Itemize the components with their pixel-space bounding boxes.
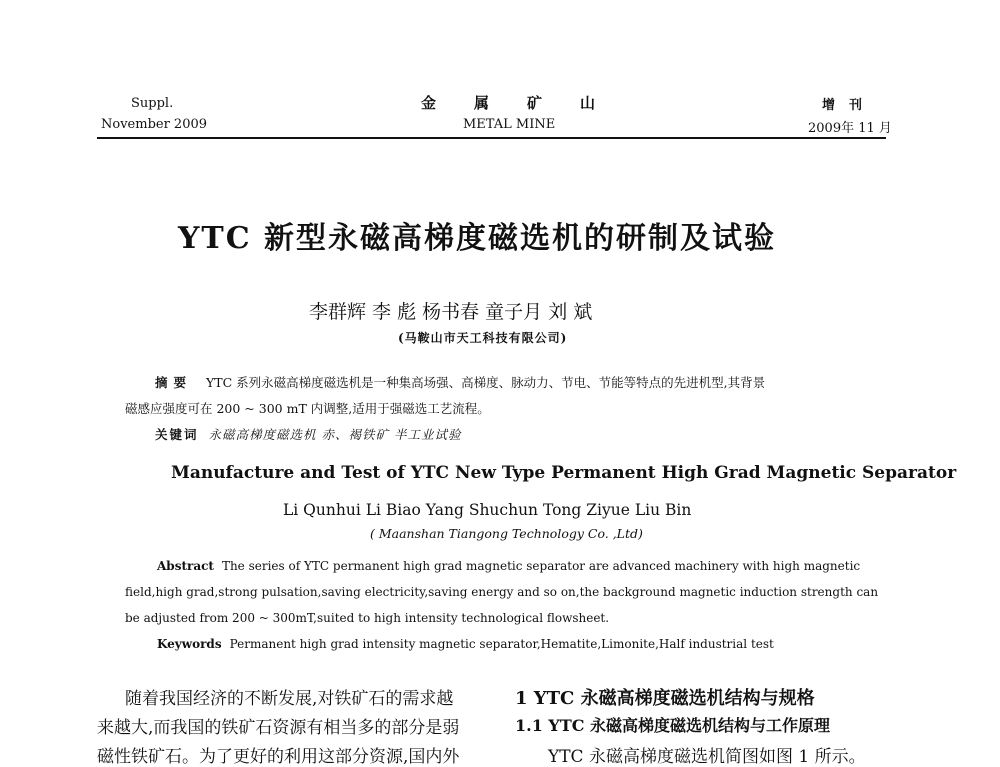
section-body-line: YTC 永磁高梯度磁选机简图如图 1 所示。 [548, 747, 866, 767]
abstract-en [157, 559, 860, 573]
affiliation-en: ( Maanshan Tiangong Technology Co. ,Ltd) [370, 526, 643, 541]
keywords-en-text: Permanent high grad intensity magnetic separator,Hematite,Limonite,Half industrial test [229, 637, 774, 651]
abstract-cn-line: 磁感应强度可在 200 ~ 300 mT 内调整,适用于强磁选工艺流程。 [125, 401, 490, 416]
body-paragraph-line: 随着我国经济的不断发展,对铁矿石的需求越 [125, 689, 454, 709]
affiliation-cn: (马鞍山市天工科技有限公司) [398, 331, 568, 345]
authors-en: Li Qunhui Li Biao Yang Shuchun Tong Ziyue Liu Bin [283, 501, 692, 519]
keywords-en [157, 637, 774, 651]
journal-supplement-label: Suppl. [131, 96, 174, 111]
section-heading-1-1: 1.1 YTC 永磁高梯度磁选机结构与工作原理 [515, 716, 831, 735]
keywords-cn-label: 关键词 [155, 427, 199, 442]
issue-date-en: November 2009 [101, 117, 208, 132]
abstract-en-line: The series of YTC permanent high grad magnetic separator are advanced machinery with high magnetic [221, 559, 861, 573]
keywords-en-label: Keywords [157, 637, 222, 651]
abstract-cn [155, 373, 765, 391]
body-paragraph-line: 来越大,而我国的铁矿石资源有相当多的部分是弱 [97, 718, 460, 738]
article-title-cn: YTC 新型永磁高梯度磁选机的研制及试验 [178, 221, 777, 256]
keywords-cn-text: 永磁高梯度磁选机 赤、褐铁矿 半工业试验 [208, 427, 462, 442]
abstract-cn-line: YTC 系列永磁高梯度磁选机是一种集高场强、高梯度、脉动力、节电、节能等特点的先进机型,其背景 [206, 375, 766, 390]
journal-name-en: METAL MINE [463, 117, 556, 132]
section-heading-1: 1 YTC 永磁高梯度磁选机结构与规格 [515, 688, 815, 709]
keywords-cn [155, 425, 461, 443]
issue-date-cn: 2009年 11 月 [808, 121, 892, 136]
abstract-cn-label: 摘要 [155, 375, 193, 390]
abstract-en-line: be adjusted from 200 ~ 300mT,suited to high intensity technological flowsheet. [125, 611, 610, 625]
body-paragraph-line: 磁性铁矿石。为了更好的利用这部分资源,国内外 [97, 747, 460, 767]
authors-cn: 李群辉 李 彪 杨书春 童子月 刘 斌 [309, 301, 593, 323]
header-rule [97, 137, 886, 139]
abstract-en-line: field,high grad,strong pulsation,saving electricity,saving energy and so on,the background magnetic induction strength can [125, 585, 879, 599]
journal-name-cn: 金属矿山 [421, 94, 634, 112]
article-title-en: Manufacture and Test of YTC New Type Permanent High Grad Magnetic Separator [171, 463, 957, 483]
supplement-label-cn: 增刊 [822, 98, 877, 113]
abstract-en-label: Abstract [157, 559, 214, 573]
